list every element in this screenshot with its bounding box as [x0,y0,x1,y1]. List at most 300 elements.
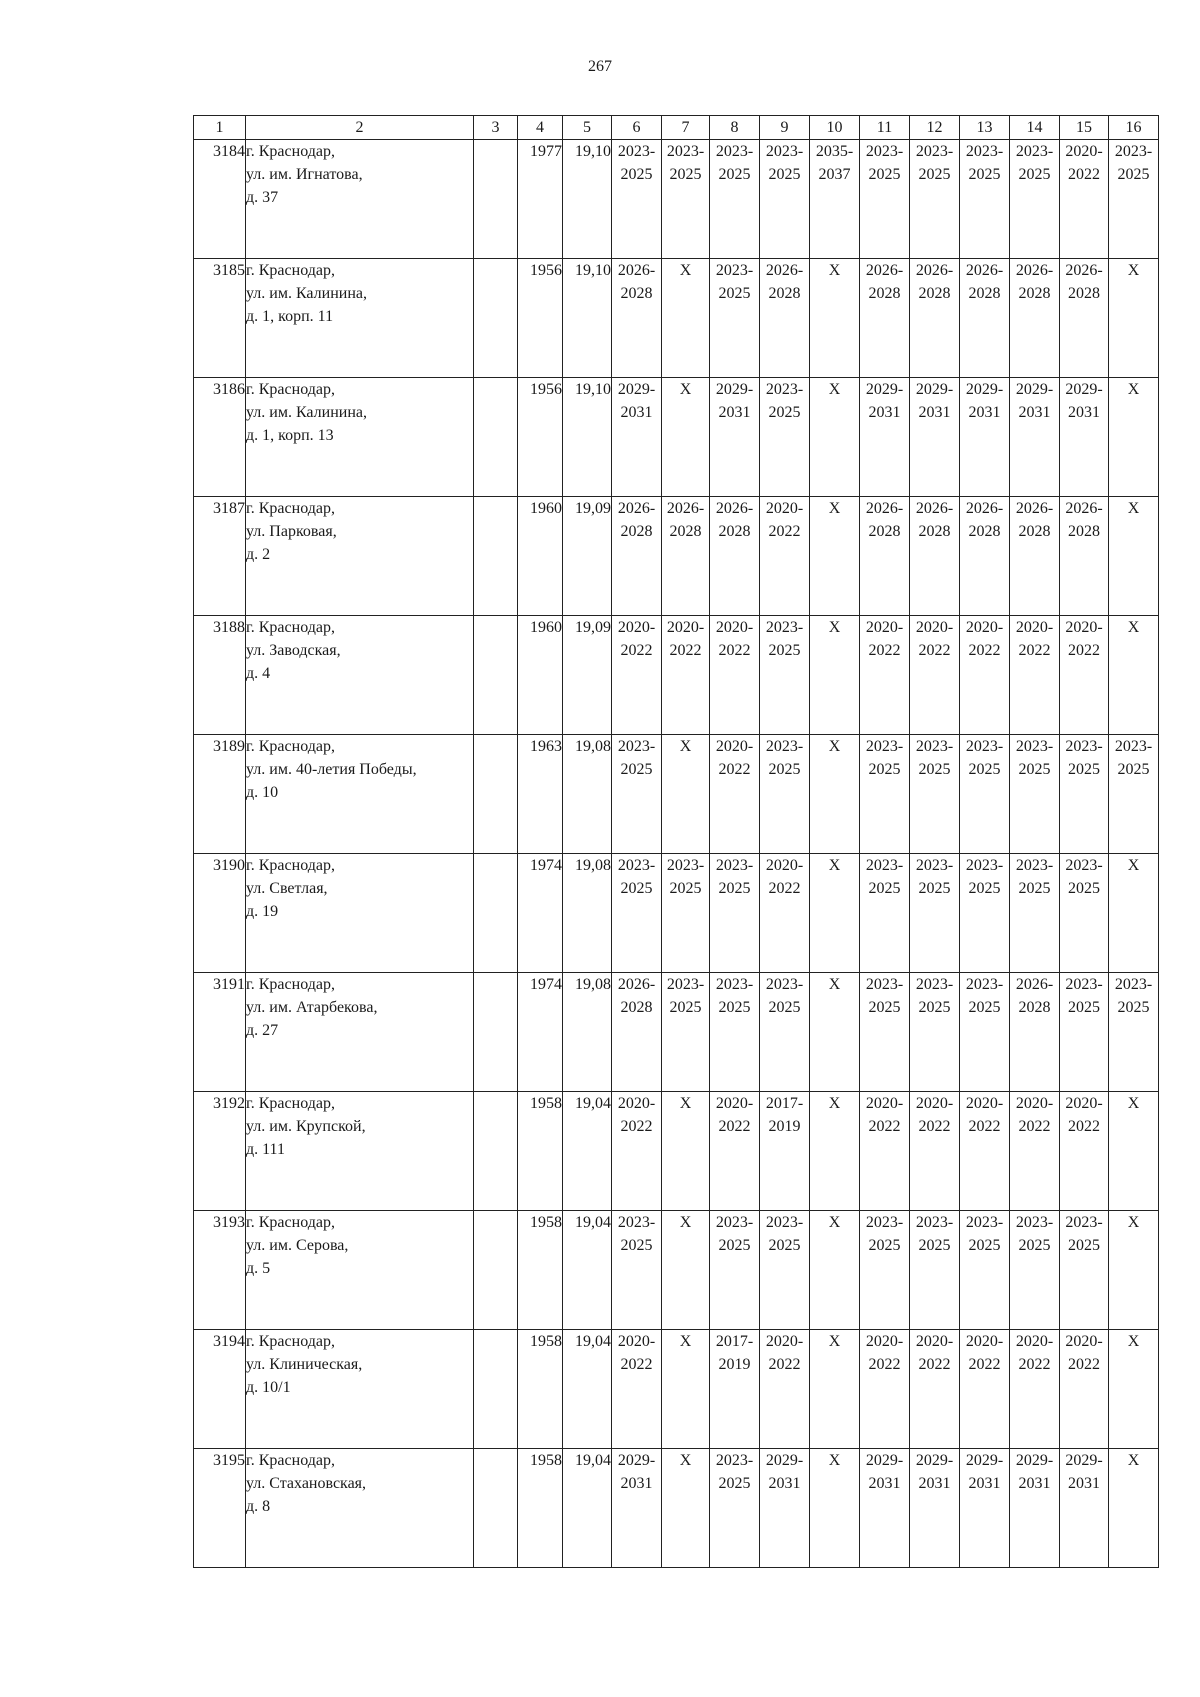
period-end: 2022 [968,642,1001,659]
address-cell [246,616,474,735]
period-end: 2025 [1068,1237,1100,1254]
period-start: 2023- [915,857,954,874]
period-cell [710,973,760,1092]
period-end: 2025 [1018,1237,1051,1254]
address-cell [246,1449,474,1568]
period-start: 2023- [617,857,656,874]
period-cell [710,735,760,854]
period-end: 2028 [768,285,801,302]
period-cell [910,735,960,854]
period-end: 2028 [1018,285,1051,302]
address-line: д. 1, корп. 13 [246,427,334,444]
address-line: г. Краснодар, [246,1452,335,1469]
address-line: г. Краснодар, [246,262,335,279]
period-cell [760,378,810,497]
column-3-cell [474,1449,518,1568]
period-cell [760,854,810,973]
period-start: 2026- [666,500,705,517]
period-start: 2029- [1065,1452,1103,1469]
period-start: 2023- [715,262,754,279]
period-cell: X [810,1092,860,1211]
address-cell [246,140,474,259]
address-cell [246,259,474,378]
table-row [194,1449,1159,1568]
period-cell [710,616,760,735]
row-number-cell [194,1092,246,1211]
period-cell [1109,735,1159,854]
year-cell: 1974 [518,854,563,973]
period-end: 2022 [1018,642,1051,659]
period-end: 2022 [868,1118,901,1135]
column-header: 4 [518,116,563,140]
period-start: 2023- [765,619,804,636]
period-end: 2028 [868,285,901,302]
address-line: д. 10 [246,784,279,801]
period-cell [1060,616,1109,735]
address-line: ул. им. Игнатова, [246,166,363,183]
period-start: 2023- [1065,1214,1103,1231]
period-start: 2020- [715,738,754,755]
column-3-cell [474,854,518,973]
period-start: 2023- [715,1214,754,1231]
period-cell [910,1330,960,1449]
coefficient-cell: 19,10 [563,259,612,378]
period-cell: X [810,973,860,1092]
row-number: 3191 [213,976,245,993]
column-3-cell [474,1092,518,1211]
period-end: 2022 [768,880,801,897]
period-end: 2025 [1018,166,1051,183]
period-end: 2025 [918,166,951,183]
address-cell [246,735,474,854]
period-start: 2035- [815,143,854,160]
address-line: г. Краснодар, [246,857,335,874]
period-start: 2020- [765,500,804,517]
period-cell [1060,1092,1109,1211]
period-cell [710,1449,760,1568]
period-end: 2028 [968,523,1001,540]
column-header: 5 [563,116,612,140]
row-number: 3185 [213,262,245,279]
period-cell [1060,259,1109,378]
row-number: 3187 [213,500,245,517]
period-start: 2026- [915,262,954,279]
period-end: 2019 [768,1118,801,1135]
address-line: г. Краснодар, [246,1095,335,1112]
period-start: 2026- [915,500,954,517]
row-number-cell [194,497,246,616]
address-cell [246,973,474,1092]
column-3-cell [474,1211,518,1330]
period-end: 2022 [1018,1356,1051,1373]
column-header: 12 [910,116,960,140]
period-end: 2025 [768,1237,801,1254]
period-start: 2026- [1015,976,1054,993]
period-end: 2022 [718,761,751,778]
period-cell [1060,140,1109,259]
period-cell [662,497,710,616]
year-cell: 1974 [518,973,563,1092]
row-number: 3194 [213,1333,245,1350]
address-line: д. 111 [246,1141,285,1158]
address-line: д. 37 [246,189,279,206]
period-cell [760,259,810,378]
period-end: 2022 [918,1356,951,1373]
row-number: 3184 [213,143,245,160]
period-cell [1060,378,1109,497]
period-end: 2031 [968,404,1001,421]
period-cell: X [1109,854,1159,973]
row-number-cell [194,378,246,497]
period-end: 2025 [768,761,801,778]
period-end: 2031 [718,404,751,421]
period-end: 2025 [669,999,702,1016]
period-start: 2020- [715,1095,754,1112]
period-cell [760,497,810,616]
period-cell [810,140,860,259]
column-header: 3 [474,116,518,140]
period-cell [1010,1211,1060,1330]
period-start: 2023- [915,1214,954,1231]
period-cell [910,378,960,497]
period-cell [1010,140,1060,259]
period-cell [860,1211,910,1330]
period-cell: X [1109,497,1159,616]
period-end: 2028 [968,285,1001,302]
table-row [194,735,1159,854]
coefficient-cell: 19,09 [563,497,612,616]
period-cell [760,973,810,1092]
period-end: 2022 [1018,1118,1051,1135]
coefficient-cell: 19,04 [563,1211,612,1330]
period-start: 2026- [765,262,804,279]
address-line: ул. им. Калинина, [246,404,368,421]
period-cell: X [1109,1330,1159,1449]
period-end: 2025 [768,404,801,421]
period-end: 2022 [620,1356,653,1373]
address-line: д. 4 [246,665,271,682]
period-start: 2023- [865,857,904,874]
table-row [194,616,1159,735]
period-cell [910,1211,960,1330]
period-cell [760,616,810,735]
period-end: 2028 [620,523,653,540]
period-end: 2022 [1068,166,1100,183]
address-line: г. Краснодар, [246,976,335,993]
period-start: 2026- [617,262,656,279]
period-cell [860,1449,910,1568]
period-end: 2025 [718,880,751,897]
period-end: 2031 [868,404,901,421]
period-cell: X [810,378,860,497]
address-line: ул. им. Калинина, [246,285,368,302]
period-cell [860,973,910,1092]
period-end: 2025 [968,999,1001,1016]
period-start: 2020- [1065,1095,1103,1112]
period-start: 2026- [617,500,656,517]
period-start: 2023- [1114,738,1153,755]
period-end: 2031 [620,1475,653,1492]
period-cell: X [810,1211,860,1330]
period-cell [760,1330,810,1449]
period-cell [760,140,810,259]
coefficient-cell: 19,04 [563,1449,612,1568]
period-start: 2023- [1114,976,1153,993]
period-start: 2023- [1065,976,1103,993]
table-row [194,1211,1159,1330]
period-cell [710,497,760,616]
period-cell [612,378,662,497]
period-cell [710,1092,760,1211]
period-end: 2025 [620,166,653,183]
column-3-cell [474,497,518,616]
period-start: 2023- [965,1214,1004,1231]
period-cell [760,735,810,854]
period-start: 2026- [865,500,904,517]
period-start: 2029- [1015,381,1054,398]
period-end: 2025 [1117,761,1150,778]
period-start: 2026- [1015,500,1054,517]
period-start: 2026- [617,976,656,993]
period-cell [662,140,710,259]
period-end: 2025 [868,166,901,183]
period-end: 2031 [1068,1475,1100,1492]
period-cell: X [1109,1092,1159,1211]
period-cell [760,1211,810,1330]
address-line: г. Краснодар, [246,500,335,517]
period-cell: X [662,735,710,854]
period-start: 2029- [765,1452,804,1469]
period-cell: X [1109,616,1159,735]
period-start: 2023- [865,976,904,993]
period-end: 2022 [918,642,951,659]
address-cell [246,497,474,616]
period-end: 2025 [1018,761,1051,778]
period-cell [910,140,960,259]
period-cell [1010,1092,1060,1211]
period-cell [612,1211,662,1330]
period-cell [960,1092,1010,1211]
period-cell [662,973,710,1092]
row-number-cell [194,1330,246,1449]
period-start: 2020- [865,1095,904,1112]
period-cell [860,735,910,854]
period-start: 2023- [617,143,656,160]
period-start: 2017- [765,1095,804,1112]
period-start: 2020- [715,619,754,636]
period-end: 2025 [918,880,951,897]
period-end: 2031 [868,1475,901,1492]
coefficient-cell: 19,08 [563,854,612,973]
period-start: 2023- [666,143,705,160]
period-cell [960,735,1010,854]
period-end: 2025 [768,999,801,1016]
column-header: 13 [960,116,1010,140]
address-line: д. 8 [246,1498,271,1515]
period-start: 2023- [865,738,904,755]
period-start: 2023- [965,738,1004,755]
period-cell: X [662,1330,710,1449]
period-start: 2020- [865,619,904,636]
period-start: 2020- [1015,1333,1054,1350]
period-end: 2025 [868,880,901,897]
period-end: 2028 [620,999,653,1016]
period-cell [1010,854,1060,973]
period-start: 2023- [1065,738,1103,755]
period-end: 2025 [1068,999,1100,1016]
period-end: 2025 [1117,999,1150,1016]
period-cell [860,497,910,616]
period-cell [960,1449,1010,1568]
column-header: 1 [194,116,246,140]
column-3-cell [474,259,518,378]
period-start: 2023- [965,857,1004,874]
period-cell [1060,1211,1109,1330]
period-cell [860,378,910,497]
period-start: 2017- [715,1333,754,1350]
coefficient-cell: 19,10 [563,378,612,497]
period-start: 2020- [965,1333,1004,1350]
period-cell: X [810,616,860,735]
period-end: 2037 [818,166,851,183]
address-line: д. 5 [246,1260,271,1277]
period-cell: X [1109,378,1159,497]
period-end: 2025 [1018,880,1051,897]
table-row [194,378,1159,497]
period-start: 2020- [765,1333,804,1350]
period-cell [860,259,910,378]
period-cell [960,973,1010,1092]
period-end: 2031 [918,404,951,421]
row-number-cell [194,140,246,259]
period-cell [1010,1330,1060,1449]
period-cell [760,1092,810,1211]
period-start: 2029- [965,381,1004,398]
period-cell [662,616,710,735]
row-number: 3192 [213,1095,245,1112]
column-header: 14 [1010,116,1060,140]
period-start: 2026- [1065,262,1103,279]
period-end: 2028 [1068,523,1100,540]
period-start: 2029- [965,1452,1004,1469]
row-number-cell [194,735,246,854]
period-end: 2019 [718,1356,751,1373]
address-line: ул. им. Атарбекова, [246,999,378,1016]
period-cell [760,1449,810,1568]
period-cell [612,140,662,259]
period-cell: X [810,1330,860,1449]
address-line: ул. Парковая, [246,523,337,540]
period-start: 2026- [965,262,1004,279]
period-start: 2023- [715,1452,754,1469]
period-cell [710,259,760,378]
period-end: 2025 [669,166,702,183]
period-start: 2020- [915,619,954,636]
period-cell [710,1211,760,1330]
period-end: 2025 [669,880,702,897]
period-start: 2029- [865,381,904,398]
address-line: г. Краснодар, [246,1214,335,1231]
period-cell [1010,1449,1060,1568]
coefficient-cell: 19,08 [563,973,612,1092]
period-cell [710,378,760,497]
period-cell [910,854,960,973]
row-number-cell [194,973,246,1092]
period-start: 2020- [1015,1095,1054,1112]
address-line: ул. Клиническая, [246,1356,363,1373]
period-end: 2028 [1018,999,1051,1016]
address-line: ул. им. Крупской, [246,1118,366,1135]
period-end: 2022 [768,523,801,540]
address-line: г. Краснодар, [246,738,335,755]
period-cell [960,259,1010,378]
address-line: д. 19 [246,903,279,920]
column-header: 16 [1109,116,1159,140]
period-cell [1010,497,1060,616]
page-number: 267 [588,58,612,75]
period-cell [710,140,760,259]
address-line: г. Краснодар, [246,381,335,398]
period-start: 2029- [1015,1452,1054,1469]
period-start: 2020- [1015,619,1054,636]
period-start: 2023- [765,1214,804,1231]
period-end: 2025 [868,761,901,778]
period-cell [960,1330,1010,1449]
year-cell: 1958 [518,1092,563,1211]
address-line: ул. Заводская, [246,642,341,659]
period-start: 2029- [865,1452,904,1469]
period-cell [1060,854,1109,973]
period-end: 2031 [1068,404,1100,421]
period-start: 2023- [915,738,954,755]
period-cell: X [1109,1211,1159,1330]
period-cell [612,973,662,1092]
row-number-cell [194,1211,246,1330]
period-start: 2023- [1015,1214,1054,1231]
period-end: 2022 [918,1118,951,1135]
period-end: 2031 [620,404,653,421]
period-end: 2025 [768,642,801,659]
period-end: 2025 [968,880,1001,897]
period-start: 2023- [666,857,705,874]
period-end: 2022 [669,642,702,659]
period-end: 2025 [918,761,951,778]
period-start: 2020- [1065,1333,1103,1350]
period-cell: X [810,497,860,616]
row-number: 3188 [213,619,245,636]
period-end: 2022 [968,1356,1001,1373]
address-line: ул. им. Серова, [246,1237,349,1254]
period-cell [960,854,1010,973]
period-cell [910,1092,960,1211]
period-start: 2026- [1065,500,1103,517]
period-end: 2025 [918,999,951,1016]
column-3-cell [474,140,518,259]
period-end: 2025 [718,1237,751,1254]
period-end: 2025 [868,1237,901,1254]
period-end: 2022 [718,1118,751,1135]
period-end: 2022 [868,1356,901,1373]
address-line: г. Краснодар, [246,619,335,636]
year-cell: 1956 [518,378,563,497]
period-end: 2025 [718,285,751,302]
period-cell: X [1109,1449,1159,1568]
period-start: 2029- [1065,381,1103,398]
period-end: 2022 [768,1356,801,1373]
period-cell [860,616,910,735]
period-start: 2020- [1065,143,1103,160]
period-cell: X [662,378,710,497]
